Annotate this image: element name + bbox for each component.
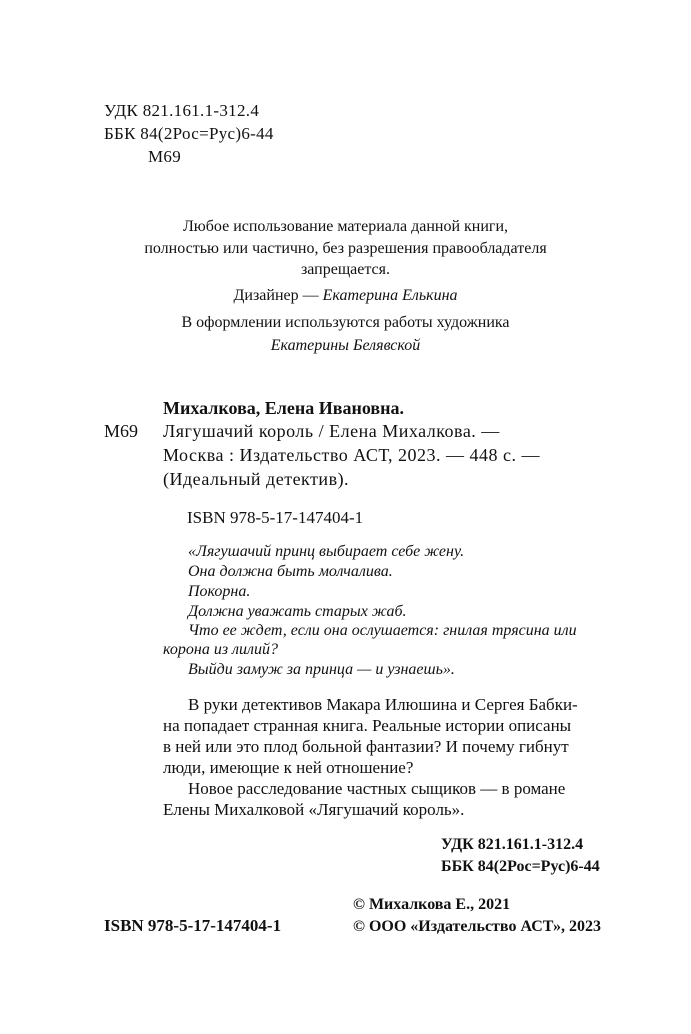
author-mark: М69 xyxy=(148,147,182,166)
epigraph-line-3: Покорна. xyxy=(188,583,251,600)
annotation-line-5: Новое расследование частных сыщиков — в романе xyxy=(188,779,566,798)
udk-code: УДК 821.161.1-312.4 xyxy=(104,101,260,120)
bib-title-line-2: Москва : Издательство АСТ, 2023. — 448 с. — xyxy=(163,445,541,465)
bib-isbn: ISBN 978-5-17-147404-1 xyxy=(187,508,364,527)
designer-credit xyxy=(0,286,691,306)
copyright-publisher: © ООО «Издательство АСТ», 2023 xyxy=(353,918,602,935)
annotation-line-2: на попадает странная книга. Реальные истории описаны xyxy=(163,716,572,735)
notice-line-3: запрещается. xyxy=(300,261,391,278)
bib-series: (Идеальный детектив). xyxy=(163,469,350,489)
designer-name: Екатерина Елькина xyxy=(322,287,458,304)
epigraph-line-1: «Лягушачий принц выбирает себе жену. xyxy=(188,543,465,560)
epigraph-line-7: Выйди замуж за принца — и узнаешь». xyxy=(188,661,455,678)
footer-udk: УДК 821.161.1-312.4 xyxy=(441,836,584,853)
epigraph-line-4: Должна уважать старых жаб. xyxy=(188,603,407,620)
annotation-line-1: В руки детективов Макара Илюшина и Сергея Бабки- xyxy=(188,695,578,714)
footer-bbk: ББК 84(2Рос=Рус)6-44 xyxy=(441,858,600,875)
notice-line-1: Любое использование материала данной книги, xyxy=(182,218,509,235)
artist-name: Екатерины Белявской xyxy=(270,337,421,354)
bib-title-line-1: Лягушачий король / Елена Михалкова. — xyxy=(163,421,500,441)
epigraph-line-5: Что ее ждет, если она ослушается: гнилая трясина или xyxy=(188,622,577,639)
notice-line-2: полностью или частично, без разрешения правообладателя xyxy=(144,240,547,257)
artist-credit: В оформлении используются работы художника xyxy=(181,314,510,331)
annotation-line-6: Елены Михалковой «Лягушачий король». xyxy=(163,800,465,819)
footer-isbn: ISBN 978-5-17-147404-1 xyxy=(104,916,282,935)
epigraph-line-6: корона из лилий? xyxy=(163,641,279,658)
designer-label: Дизайнер — xyxy=(233,287,323,304)
author-heading: Михалкова, Елена Ивановна. xyxy=(163,398,404,418)
bib-author-mark: М69 xyxy=(104,421,139,441)
annotation-line-3: в ней или это плод больной фантазии? И почему гибнут xyxy=(163,737,569,756)
annotation-line-4: люди, имеющие к ней отношение? xyxy=(163,758,414,777)
bbk-code: ББК 84(2Рос=Рус)6-44 xyxy=(104,124,274,143)
copyright-author: © Михалкова Е., 2021 xyxy=(353,896,511,913)
epigraph-line-2: Она должна быть молчалива. xyxy=(188,563,393,580)
